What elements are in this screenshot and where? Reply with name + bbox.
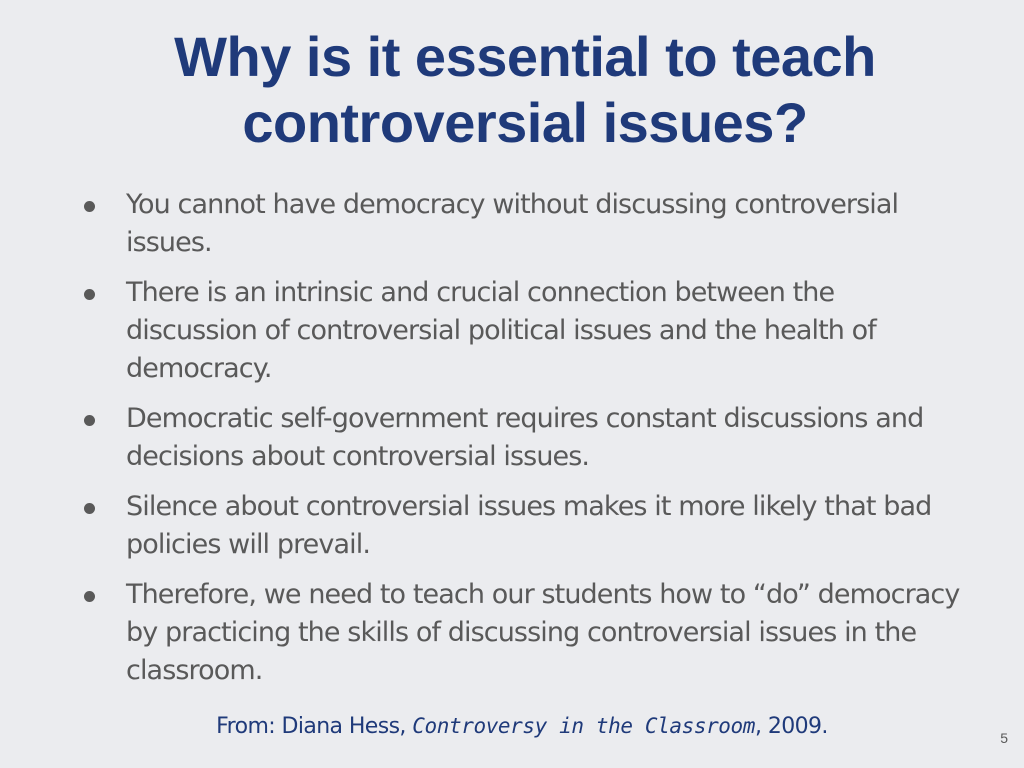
bullet-text: Silence about controversial issues makes it more likely that bad policies will prevail. xyxy=(126,491,932,560)
bullet-text: Therefore, we need to teach our students how to “do” democracy by practicing the skills of discussing controversial issues in the classroom. xyxy=(126,579,960,686)
bullet-item xyxy=(84,274,964,388)
bullet-item xyxy=(84,400,964,476)
bullet-item xyxy=(84,186,964,262)
bullet-dot-icon xyxy=(84,591,95,602)
source-book-title: Controversy in the Classroom xyxy=(412,714,756,738)
source-citation xyxy=(0,710,1024,743)
bullet-list xyxy=(84,186,964,702)
source-suffix: , 2009. xyxy=(755,714,828,739)
bullet-dot-icon xyxy=(84,503,95,514)
bullet-text: You cannot have democracy without discussing controversial issues. xyxy=(126,189,899,258)
bullet-text: Democratic self-government requires constant discussions and decisions about controversial issues. xyxy=(126,403,924,472)
bullet-text: There is an intrinsic and crucial connection between the discussion of controversial political issues and the health of democracy. xyxy=(126,277,876,384)
bullet-item xyxy=(84,488,964,564)
bullet-dot-icon xyxy=(84,201,95,212)
page-number: 5 xyxy=(1000,730,1008,746)
slide-title: Why is it essential to teach controversial issues? xyxy=(174,25,876,154)
bullet-item xyxy=(84,576,964,690)
source-prefix: From: Diana Hess, xyxy=(216,714,413,739)
bullet-dot-icon xyxy=(84,289,95,300)
bullet-dot-icon xyxy=(84,415,95,426)
